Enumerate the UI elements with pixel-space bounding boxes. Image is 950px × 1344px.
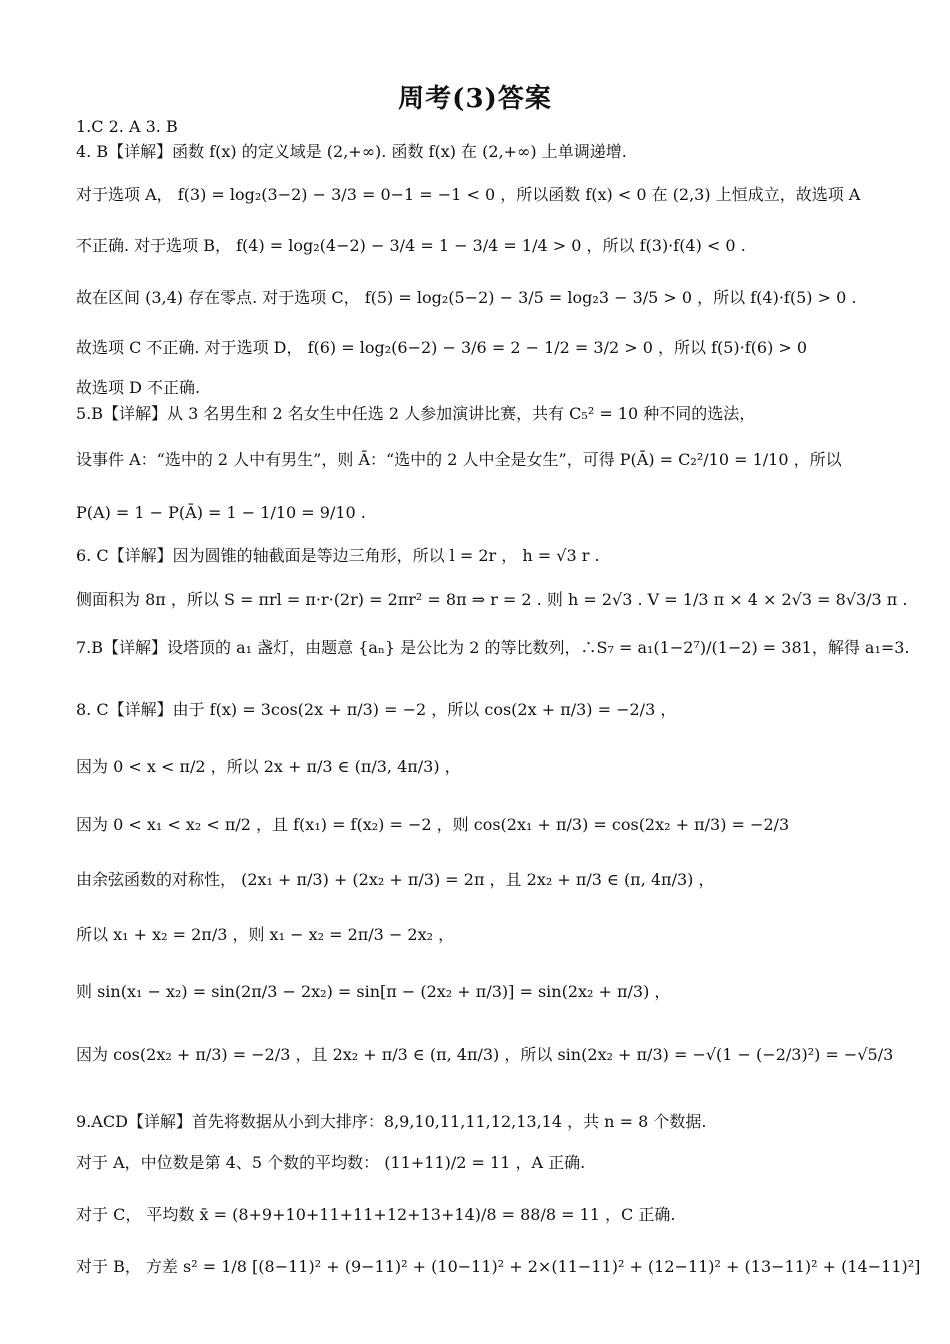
q4-line-2: 对于选项 A， f(3) = log₂(3−2) − 3/3 = 0−1 = −1 < 0 ，所以函数 f(x) < 0 在 (2,3) 上恒成立，故选项 A <box>76 185 861 204</box>
q8-line-1: 8. C【详解】由于 f(x) = 3cos(2x + π/3) = −2 ，所以 cos(2x + π/3) = −2/3 ， <box>76 700 677 719</box>
short-answers: 1.C 2. A 3. B <box>76 117 178 136</box>
q8-line-4: 由余弦函数的对称性， (2x₁ + π/3) + (2x₂ + π/3) = 2π ，且 2x₂ + π/3 ∈ (π, 4π/3) ， <box>76 870 715 889</box>
q6-line-1: 6. C【详解】因为圆锥的轴截面是等边三角形，所以 l = 2r ， h = √3 r . <box>76 546 600 565</box>
q4-line-5: 故选项 C 不正确. 对于选项 D， f(6) = log₂(6−2) − 3/6 = 2 − 1/2 = 3/2 > 0 ，所以 f(5)·f(6) > 0 <box>76 338 808 357</box>
q4-line-4: 故在区间 (3,4) 存在零点. 对于选项 C， f(5) = log₂(5−2) − 3/5 = log₂3 − 3/5 > 0 ，所以 f(4)·f(5) > 0 . <box>76 288 857 307</box>
q4-line-6: 故选项 D 不正确. <box>76 378 201 397</box>
q8-line-3: 因为 0 < x₁ < x₂ < π/2 ，且 f(x₁) = f(x₂) = −2 ，则 cos(2x₁ + π/3) = cos(2x₂ + π/3) = −2/3 <box>76 815 790 834</box>
q7-line-1: 7.B【详解】设塔顶的 a₁ 盏灯，由题意 {aₙ} 是公比为 2 的等比数列，∴S₇ = a₁(1−2⁷)/(1−2) = 381，解得 a₁=3. <box>76 638 910 657</box>
q9-line-1: 9.ACD【详解】首先将数据从小到大排序：8,9,10,11,11,12,13,14 ，共 n = 8 个数据. <box>76 1112 707 1131</box>
q4-line-3: 不正确. 对于选项 B， f(4) = log₂(4−2) − 3/4 = 1 − 3/4 = 1/4 > 0 ，所以 f(3)·f(4) < 0 . <box>76 236 746 255</box>
q4-line-1: 4. B【详解】函数 f(x) 的定义域是 (2,+∞). 函数 f(x) 在 (2,+∞) 上单调递增. <box>76 142 627 161</box>
q6-line-2: 侧面积为 8π ，所以 S = πrl = π·r·(2r) = 2πr² = 8π ⇒ r = 2 . 则 h = 2√3 . V = 1/3 π × 4 × 2√3 = 8√3/3 π . <box>76 590 908 609</box>
q5-line-2: 设事件 A：“选中的 2 人中有男生”，则 Ā：“选中的 2 人中全是女生”，可得 P(Ā) = C₂²/10 = 1/10 ，所以 <box>76 450 842 469</box>
q8-line-7: 因为 cos(2x₂ + π/3) = −2/3 ，且 2x₂ + π/3 ∈ (π, 4π/3) ，所以 sin(2x₂ + π/3) = −√(1 − (−2/3)²) = −√5/3 <box>76 1045 894 1064</box>
q5-line-3: P(A) = 1 − P(Ā) = 1 − 1/10 = 9/10 . <box>76 503 366 522</box>
q9-line-2: 对于 A，中位数是第 4、5 个数的平均数： (11+11)/2 = 11 ，A 正确. <box>76 1153 586 1172</box>
page-title: 周考(3)答案 <box>398 84 552 114</box>
q8-line-2: 因为 0 < x < π/2 ，所以 2x + π/3 ∈ (π/3, 4π/3) ， <box>76 757 461 776</box>
q9-line-3: 对于 C， 平均数 x̄ = (8+9+10+11+11+12+13+14)/8 = 88/8 = 11 ，C 正确. <box>76 1205 676 1224</box>
q8-line-6: 则 sin(x₁ − x₂) = sin(2π/3 − 2x₂) = sin[π − (2x₂ + π/3)] = sin(2x₂ + π/3) ， <box>76 982 671 1001</box>
q8-line-5: 所以 x₁ + x₂ = 2π/3 ，则 x₁ − x₂ = 2π/3 − 2x₂ ， <box>76 925 455 944</box>
q9-line-4: 对于 B， 方差 s² = 1/8 [(8−11)² + (9−11)² + (10−11)² + 2×(11−11)² + (12−11)² + (13−11)² + (14−11)²] <box>76 1257 921 1276</box>
q5-line-1: 5.B【详解】从 3 名男生和 2 名女生中任选 2 人参加演讲比赛，共有 C₅² = 10 种不同的选法， <box>76 404 756 423</box>
